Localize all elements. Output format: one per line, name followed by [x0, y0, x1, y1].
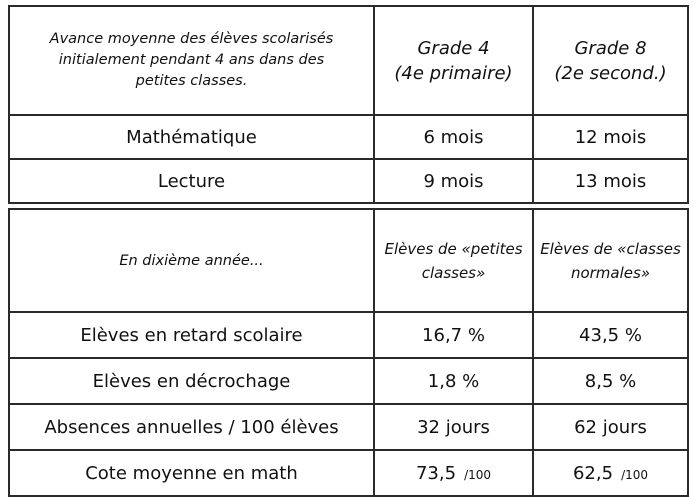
table-caption: En dixième année...: [9, 209, 374, 312]
column-subtitle: (4e primaire): [394, 62, 513, 84]
progress-table: [8, 5, 689, 204]
table-row: [9, 115, 688, 159]
table-row: [9, 450, 688, 496]
table-row: [9, 159, 688, 203]
cell-value-with-suffix: [374, 450, 533, 496]
cell-value: 1,8 %: [374, 358, 533, 404]
row-label: Absences annuelles / 100 élèves: [9, 404, 374, 450]
table-row: [9, 358, 688, 404]
column-title: Grade 8: [574, 37, 647, 59]
score-value: 62,5: [572, 462, 614, 484]
row-label: Lecture: [9, 159, 374, 203]
cell-value: 9 mois: [374, 159, 533, 203]
cell-value: 16,7 %: [374, 312, 533, 358]
cell-value-with-suffix: [533, 450, 688, 496]
row-label: Cote moyenne en math: [9, 450, 374, 496]
column-subtitle: (2e second.): [554, 62, 667, 84]
cell-value: 62 jours: [533, 404, 688, 450]
outcomes-table: [8, 208, 689, 497]
cell-value: 13 mois: [533, 159, 688, 203]
column-header-small-classes: Elèves de «petites classes»: [374, 209, 533, 312]
table-row: [9, 312, 688, 358]
score-scale: /100: [621, 467, 649, 482]
row-label: Elèves en retard scolaire: [9, 312, 374, 358]
row-label: Elèves en décrochage: [9, 358, 374, 404]
cell-value: 6 mois: [374, 115, 533, 159]
column-header-grade-8: [533, 6, 688, 115]
cell-value: 43,5 %: [533, 312, 688, 358]
column-header-grade-4: [374, 6, 533, 115]
header-row: [9, 209, 688, 312]
table-row: [9, 404, 688, 450]
cell-value: 32 jours: [374, 404, 533, 450]
column-title: Grade 4: [417, 37, 490, 59]
score-value: 73,5: [415, 462, 457, 484]
cell-value: 12 mois: [533, 115, 688, 159]
score-scale: /100: [464, 467, 492, 482]
column-header-normal-classes: Elèves de «classes normales»: [533, 209, 688, 312]
table-caption: Avance moyenne des élèves scolarisés initialement pendant 4 ans dans des petites classes.: [9, 6, 374, 115]
header-row: [9, 6, 688, 115]
row-label: Mathématique: [9, 115, 374, 159]
cell-value: 8,5 %: [533, 358, 688, 404]
